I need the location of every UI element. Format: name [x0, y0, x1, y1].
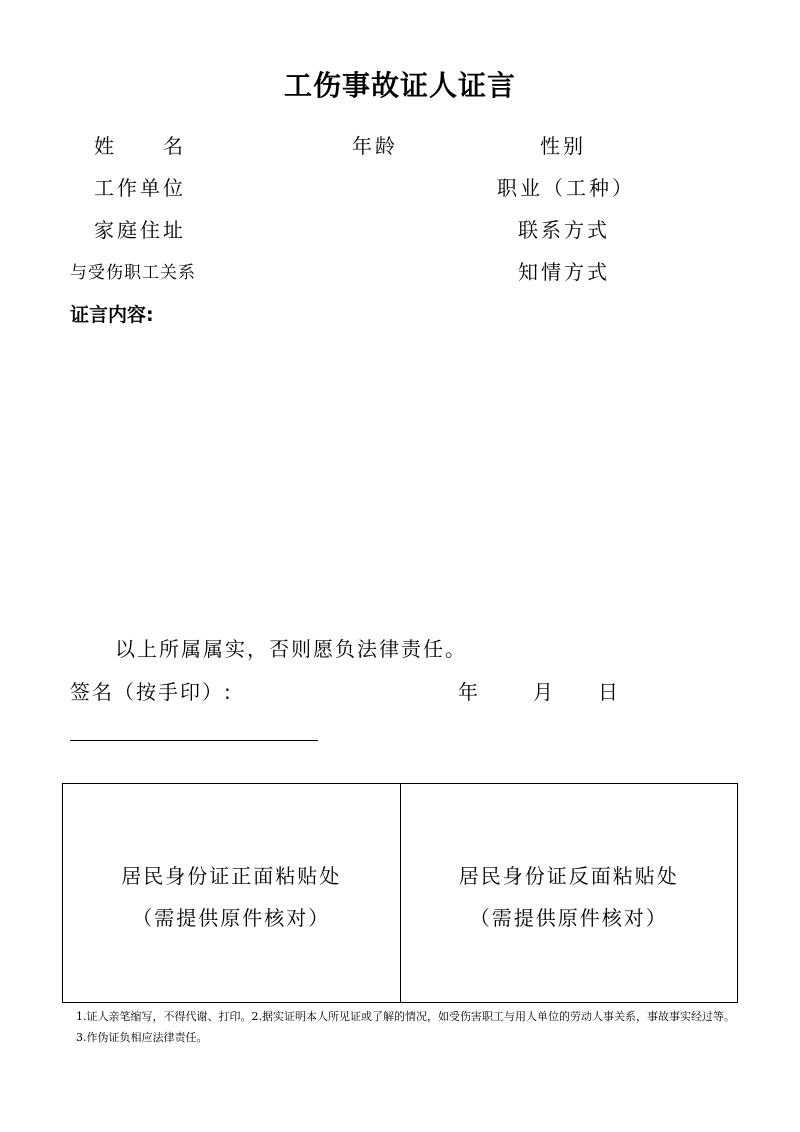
- id-card-back-label: 居民身份证反面粘贴处: [458, 864, 679, 888]
- footnote: 1.证人亲笔缩写，不得代谢、打印。2.据实证明本人所见证或了解的情况，如受伤害职工与用人单位的劳动人事关系，事故事实经过等。3.作伪证负相应法律责任。: [76, 1010, 735, 1044]
- work-unit-label: 工作单位: [94, 176, 186, 200]
- gender-label: 性别: [540, 134, 586, 158]
- signature-label: 签名（按手印）:: [70, 680, 233, 704]
- name-label: 姓 名: [94, 134, 186, 158]
- date-year-label: 年: [458, 680, 480, 704]
- signature-line: [70, 740, 318, 741]
- relation-label: 与受伤职工关系: [70, 263, 196, 283]
- knowledge-label: 知情方式: [518, 260, 610, 284]
- id-card-front-label: 居民身份证正面粘贴处: [121, 864, 342, 888]
- page-title: 工伤事故证人证言: [283, 69, 516, 102]
- id-card-box: [62, 783, 738, 1003]
- id-card-front-note: （需提供原件核对）: [132, 906, 331, 930]
- home-address-label: 家庭住址: [94, 218, 186, 242]
- content-heading: 证言内容:: [70, 304, 154, 326]
- date-month-label: 月: [533, 680, 555, 704]
- id-card-back-note: （需提供原件核对）: [469, 906, 668, 930]
- declaration-text: 以上所属属实，否则愿负法律责任。: [115, 637, 467, 661]
- id-card-back-area: [401, 784, 738, 1002]
- id-card-front-area: [63, 784, 401, 1002]
- occupation-label: 职业（工种）: [497, 176, 635, 200]
- contact-label: 联系方式: [518, 218, 610, 242]
- age-label: 年龄: [352, 134, 398, 158]
- date-day-label: 日: [598, 680, 620, 704]
